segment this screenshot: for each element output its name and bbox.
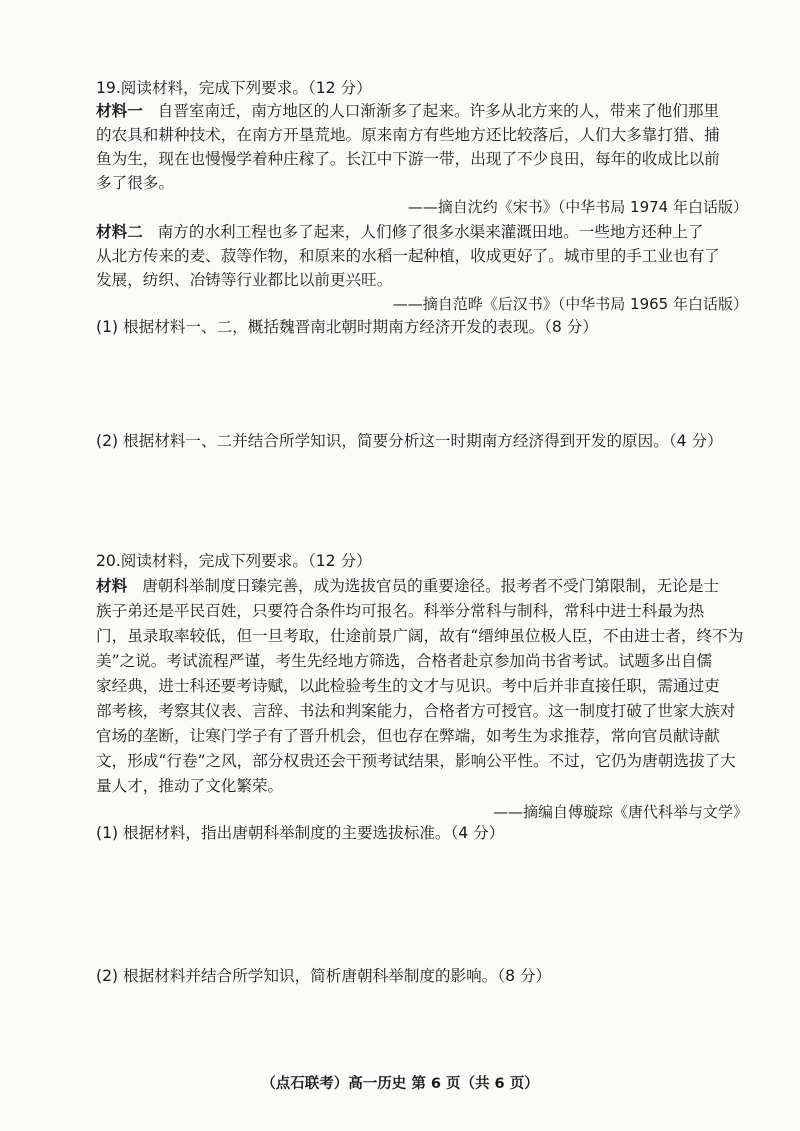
q19-material1-source: ——摘自沈约《宋书》（中华书局 1974 年白话版）: [407, 198, 748, 216]
q20-material-line-4: 美”之说。考试流程严谨，考生先经地方筛选，合格者赴京参加尚书省考试。试题多出自儒: [96, 652, 713, 670]
q19-material1-line-1: [96, 101, 719, 121]
q20-material-line-3: 门，虽录取率较低，但一旦考取，仕途前景广阔，故有“缙绅虽位极人臣，不由进士者，终不为: [96, 627, 744, 645]
q19-subquestion-2: (2) 根据材料一、二并结合所学知识，简要分析这一时期南方经济得到开发的原因。（4 分）: [96, 432, 723, 450]
q20-material-line-2: 族子弟还是平民百姓，只要符合条件均可报名。科举分常科与制科，常科中进士科最为热: [96, 602, 705, 620]
q20-title: 20.阅读材料，完成下列要求。（12 分）: [96, 552, 372, 570]
q20-material-line-8: 文，形成“行卷”之风，部分权贵还会干预考试结果，影响公平性。不过，它仍为唐朝选拔了大: [96, 752, 736, 770]
q20-material-line-7: 官场的垄断，让寒门学子有了晋升机会，但也存在弊端，如考生为求推荐，常向官员献诗献: [96, 727, 720, 745]
q20-material-line-9: 量人才，推动了文化繁荣。: [96, 777, 284, 795]
q20-subquestion-1: (1) 根据材料，指出唐朝科举制度的主要选拔标准。（4 分）: [96, 824, 505, 842]
q19-material1-text-1: 自晋室南迁，南方地区的人口渐渐多了起来。许多从北方来的人，带来了他们那里: [157, 102, 720, 120]
q19-material1-line-3: 鱼为生，现在也慢慢学着种庄稼了。长江中下游一带，出现了不少良田，每年的收成比以前: [96, 150, 720, 168]
q19-material1-line-2: 的农具和耕种技术，在南方开垦荒地。原来南方有些地方还比较落后，人们大多靠打猎、捕: [96, 126, 720, 144]
q20-material-line-1: [96, 576, 719, 596]
q20-material-text-1: 唐朝科举制度日臻完善，成为选拔官员的重要途径。报考者不受门第限制，无论是士: [142, 577, 720, 595]
q20-material-line-5: 家经典，进士科还要考诗赋，以此检验考生的文才与见识。考中后并非直接任职，需通过吏: [96, 677, 720, 695]
q19-material2-line-1: [96, 222, 703, 242]
q19-material1-label: 材料一: [96, 102, 143, 120]
q20-material-source: ——摘编自傅璇琮《唐代科举与文学》: [492, 803, 748, 821]
q19-material2-line-2: 从北方传来的麦、菽等作物，和原来的水稻一起种植，收成更好了。城市里的手工业也有了: [96, 247, 720, 265]
q19-material1-line-4: 多了很多。: [96, 174, 174, 192]
q20-subquestion-2: (2) 根据材料并结合所学知识，简析唐朝科举制度的影响。（8 分）: [96, 967, 552, 985]
q19-subquestion-1: (1) 根据材料一、二，概括魏晋南北朝时期南方经济开发的表现。（8 分）: [96, 318, 598, 336]
q19-material2-label: 材料二: [96, 223, 143, 241]
q19-material2-source: ——摘自范晔《后汉书》（中华书局 1965 年白话版）: [392, 295, 748, 313]
page-footer: （点石联考）高一历史 第 6 页（共 6 页）: [261, 1076, 539, 1092]
q19-material2-text-1: 南方的水利工程也多了起来，人们修了很多水渠来灌溉田地。一些地方还种上了: [157, 223, 704, 241]
q20-material-line-6: 部考核，考察其仪表、言辞、书法和判案能力，合格者方可授官。这一制度打破了世家大族对: [96, 702, 736, 720]
q20-material-label: 材料: [96, 577, 128, 595]
q19-title: 19.阅读材料，完成下列要求。（12 分）: [96, 79, 372, 97]
q19-material2-line-3: 发展，纺织、冶铸等行业都比以前更兴旺。: [96, 271, 393, 289]
